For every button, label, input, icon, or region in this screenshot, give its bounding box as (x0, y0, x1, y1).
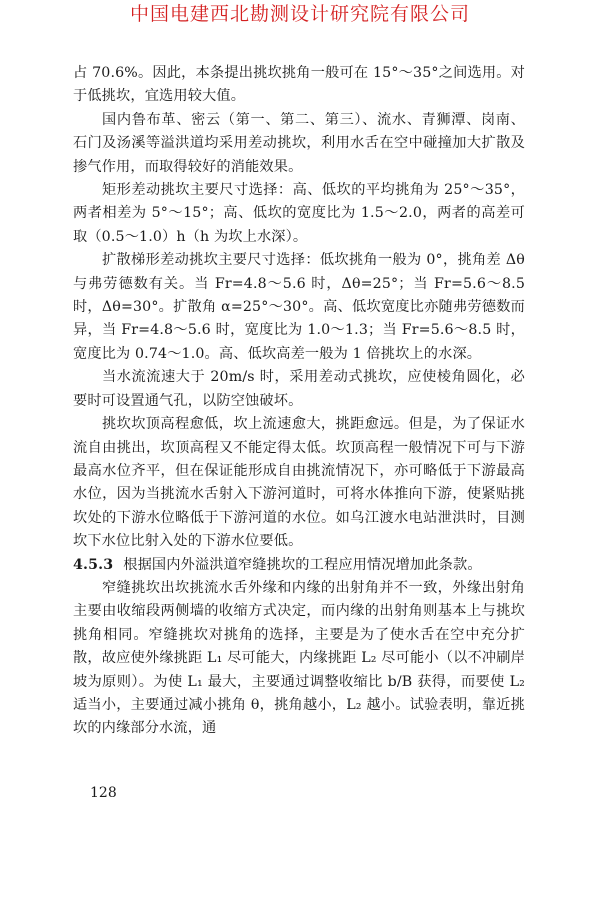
page-number: 128 (90, 785, 117, 801)
page-header: 中国电建西北勘测设计研究院有限公司 (129, 3, 470, 25)
paragraph-6: 挑坎坎顶高程愈低，坎上流速愈大，挑距愈远。但是，为了保证水流自由挑出，坎顶高程又不能定得太低。坎顶高程一般情况下可与下游最高水位齐平，但在保证能形成自由挑流情况下，亦可略低于下游最高水位，因为当挑流水舌射入下游河道时，可将水体推向下游，使紧贴挑坎处的下游水位略低于下游河道的水位。如乌江渡水电站泄洪时，目测坎下水位比射入处的下游水位要低。 (73, 416, 525, 550)
document-body (73, 62, 525, 741)
paragraph-7: 窄缝挑坎出坎挑流水舌外缘和内缘的出射角并不一致，外缘出射角主要由收缩段两侧墙的收缩方式决定，而内缘的出射角则基本上与挑坎挑角相同。窄缝挑坎对挑角的选择，主要是为了使水舌在空中充分扩散，故应使外缘挑距 L₁ 尽可能大，内缘挑距 L₂ 尽可能小（以不冲刷岸坡为原则）。为使 L₁ 最大，主要通过调整收缩比 b/B 获得，而要使 L₂ 适当小，主要通过减小挑角 θ，挑角越小，L₂ 越小。试验表明，靠近挑坎的内缘部分水流，通 (73, 579, 525, 737)
paragraph-4: 扩散梯形差动挑坎主要尺寸选择：低坎挑角一般为 0°，挑角差 Δθ 与弗劳德数有关。当 Fr=4.8～5.6 时，Δθ=25°；当 Fr=5.6～8.5 时，Δθ=30°。扩散角 α=25°～30°。高、低坎宽度比亦随弗劳德数而异，当 Fr=4.8～5.6 时，宽度比为 1.0～1.3；当 Fr=5.6～8.5 时，宽度比为 0.74～1.0。高、低坎高差一般为 1 倍挑坎上的水深。 (73, 252, 525, 362)
section-number: 4.5.3 (73, 556, 114, 573)
section-heading (73, 554, 525, 577)
paragraph-2: 国内鲁布革、密云（第一、第二、第三）、流水、青狮潭、岗南、石门及汤溪等溢洪道均采用差动挑坎，利用水舌在空中碰撞加大扩散及掺气作用，而取得较好的消能效果。 (73, 111, 525, 175)
section-text: 根据国内外溢洪道窄缝挑坎的工程应用情况增加此条款。 (123, 556, 482, 573)
paragraph-1: 占 70.6%。因此，本条提出挑坎挑角一般可在 15°～35°之间选用。对于低挑坎，宜选用较大值。 (73, 65, 525, 105)
paragraph-5: 当水流流速大于 20m/s 时，采用差动式挑坎，应使棱角圆化，必要时可设置通气孔，以防空蚀破坏。 (73, 369, 525, 409)
paragraph-3: 矩形差动挑坎主要尺寸选择：高、低坎的平均挑角为 25°～35°，两者相差为 5°～15°；高、低坎的宽度比为 1.5～2.0，两者的高差可取（0.5～1.0）h（h 为坎上水深）。 (73, 182, 525, 245)
